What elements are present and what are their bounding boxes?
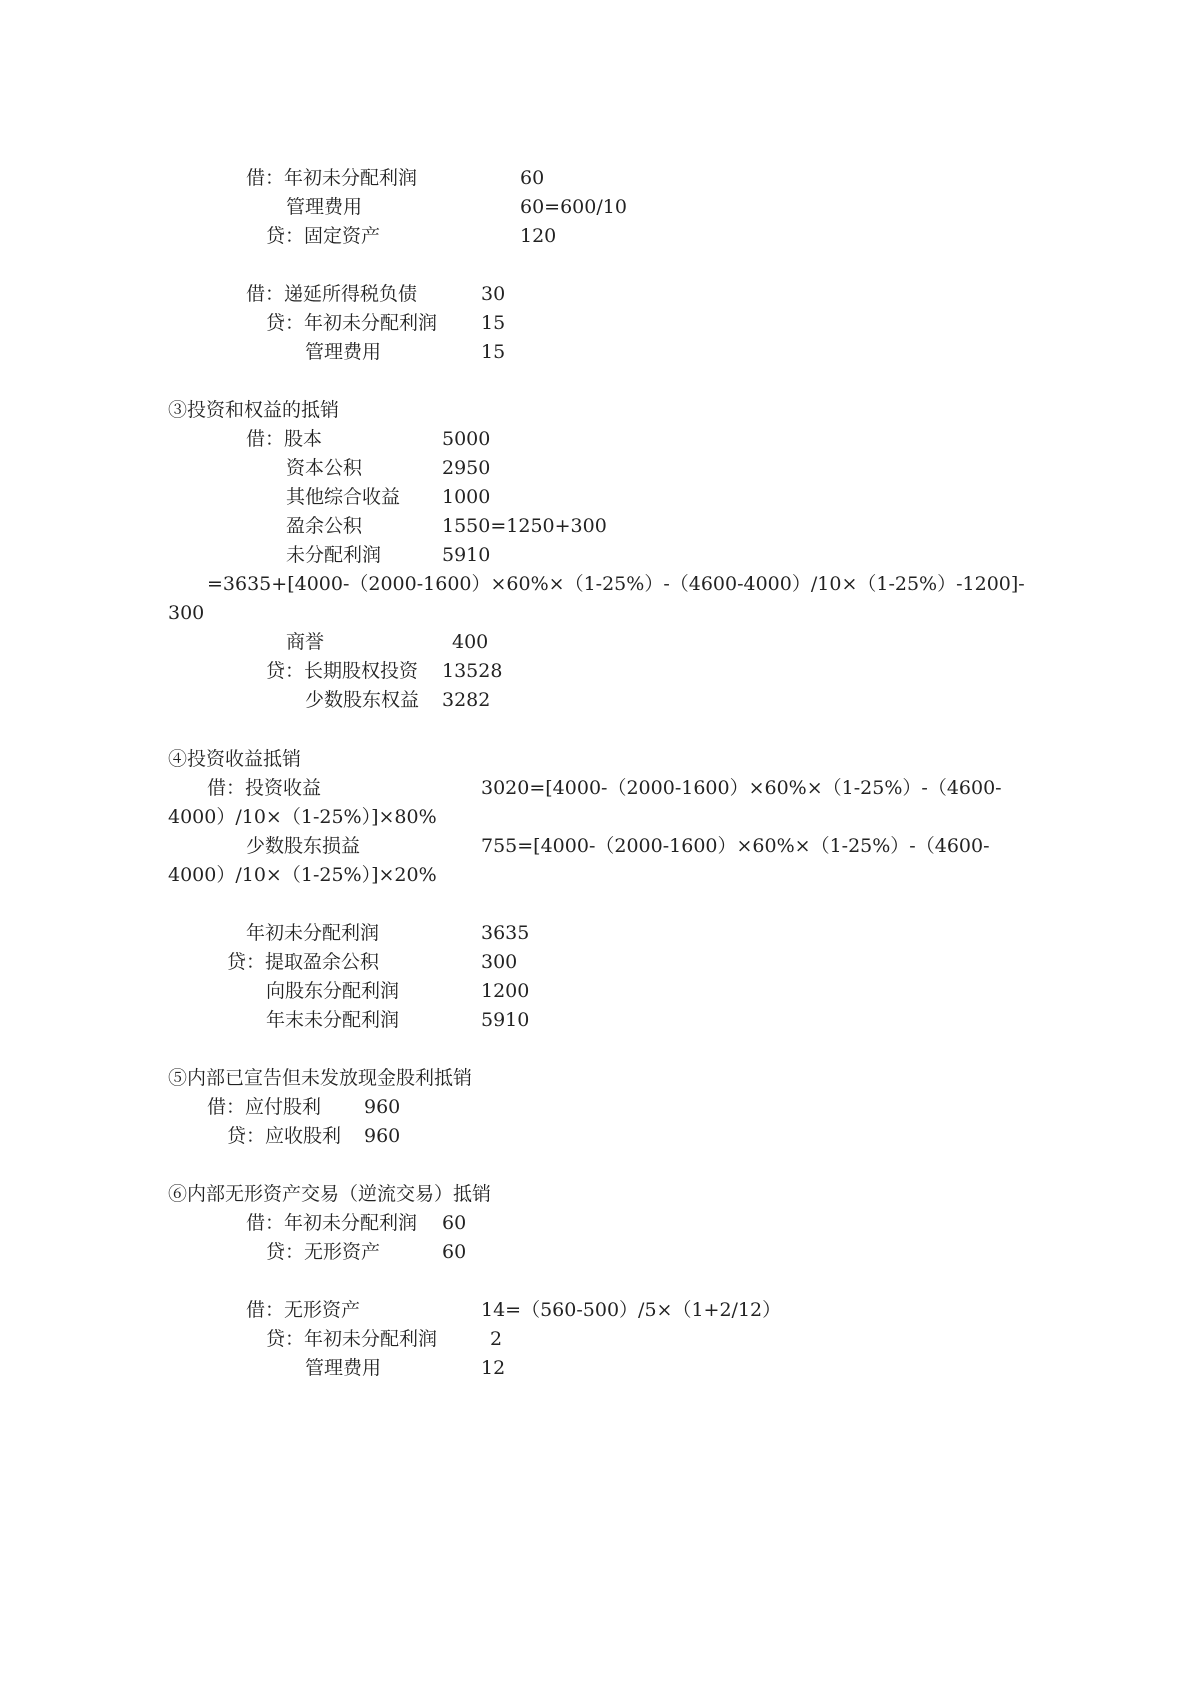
journal-debit-label: 未分配利润 [286, 544, 382, 566]
journal-amount: 1000 [442, 486, 491, 508]
journal-amount: 60=600/10 [520, 196, 627, 218]
journal-amount: 15 [481, 312, 506, 334]
journal-credit-label: 贷：无形资产 [266, 1241, 381, 1263]
journal-amount: 3635 [481, 922, 530, 944]
journal-credit-label: 年末未分配利润 [266, 1009, 400, 1031]
journal-amount: 5000 [442, 428, 491, 450]
journal-credit-label: 贷：年初未分配利润 [266, 1328, 438, 1350]
journal-amount: 30 [481, 283, 506, 305]
journal-debit-label: 资本公积 [286, 457, 363, 479]
journal-amount: 960 [364, 1125, 401, 1147]
journal-debit-label: 借：年初未分配利润 [246, 167, 418, 189]
section-heading: ⑥内部无形资产交易（逆流交易）抵销 [168, 1183, 492, 1205]
journal-debit-label: 盈余公积 [286, 515, 363, 537]
journal-amount: 5910 [481, 1009, 530, 1031]
journal-amount: 60 [520, 167, 545, 189]
journal-credit-label: 管理费用 [305, 1357, 382, 1379]
journal-amount: 960 [364, 1096, 401, 1118]
journal-amount: 15 [481, 341, 506, 363]
journal-debit-label: 借：年初未分配利润 [246, 1212, 418, 1234]
journal-debit-label: 借：投资收益 [207, 777, 322, 799]
journal-amount: 2950 [442, 457, 491, 479]
journal-debit-label: 少数股东损益 [246, 835, 361, 857]
journal-credit-label: 贷：长期股权投资 [266, 660, 419, 682]
journal-amount: 400 [452, 631, 489, 653]
journal-amount: 755=[4000-（2000-1600）×60%×（1-25%）-（4600- [481, 835, 990, 857]
journal-amount: 120 [520, 225, 557, 247]
journal-amount: 5910 [442, 544, 491, 566]
journal-debit-label: 商誉 [286, 631, 325, 653]
section-heading: ④投资收益抵销 [168, 748, 302, 770]
journal-debit-label: 借：无形资产 [246, 1299, 361, 1321]
journal-amount: 1550=1250+300 [442, 515, 607, 537]
journal-amount: 60 [442, 1212, 467, 1234]
journal-credit-label: 管理费用 [305, 341, 382, 363]
formula-text: 4000）/10×（1-25%）]×80% [168, 806, 437, 828]
section-heading: ③投资和权益的抵销 [168, 399, 340, 421]
journal-amount: 300 [481, 951, 518, 973]
journal-debit-label: 借：递延所得税负债 [246, 283, 418, 305]
journal-credit-label: 贷：年初未分配利润 [266, 312, 438, 334]
journal-debit-label: 年初未分配利润 [246, 922, 380, 944]
journal-debit-label: 其他综合收益 [286, 486, 401, 508]
section-heading: ⑤内部已宣告但未发放现金股利抵销 [168, 1067, 473, 1089]
formula-text: 300 [168, 602, 205, 624]
journal-credit-label: 贷：应收股利 [227, 1125, 342, 1147]
journal-amount: 12 [481, 1357, 506, 1379]
journal-amount: 1200 [481, 980, 530, 1002]
journal-debit-label: 借：应付股利 [207, 1096, 322, 1118]
journal-amount: 3020=[4000-（2000-1600）×60%×（1-25%）-（4600- [481, 777, 1002, 799]
formula-text: =3635+[4000-（2000-1600）×60%×（1-25%）-（4600-4000）/10×（1-25%）-1200]- [207, 573, 1025, 595]
journal-amount: 13528 [442, 660, 503, 682]
journal-debit-label: 管理费用 [286, 196, 363, 218]
journal-amount: 2 [490, 1328, 503, 1350]
journal-amount: 3282 [442, 689, 491, 711]
formula-text: 4000）/10×（1-25%）]×20% [168, 864, 437, 886]
journal-credit-label: 少数股东权益 [305, 689, 420, 711]
journal-debit-label: 借：股本 [246, 428, 323, 450]
journal-credit-label: 贷：提取盈余公积 [227, 951, 380, 973]
journal-credit-label: 向股东分配利润 [266, 980, 400, 1002]
journal-amount: 60 [442, 1241, 467, 1263]
journal-credit-label: 贷：固定资产 [266, 225, 381, 247]
journal-amount: 14=（560-500）/5×（1+2/12） [481, 1299, 782, 1321]
